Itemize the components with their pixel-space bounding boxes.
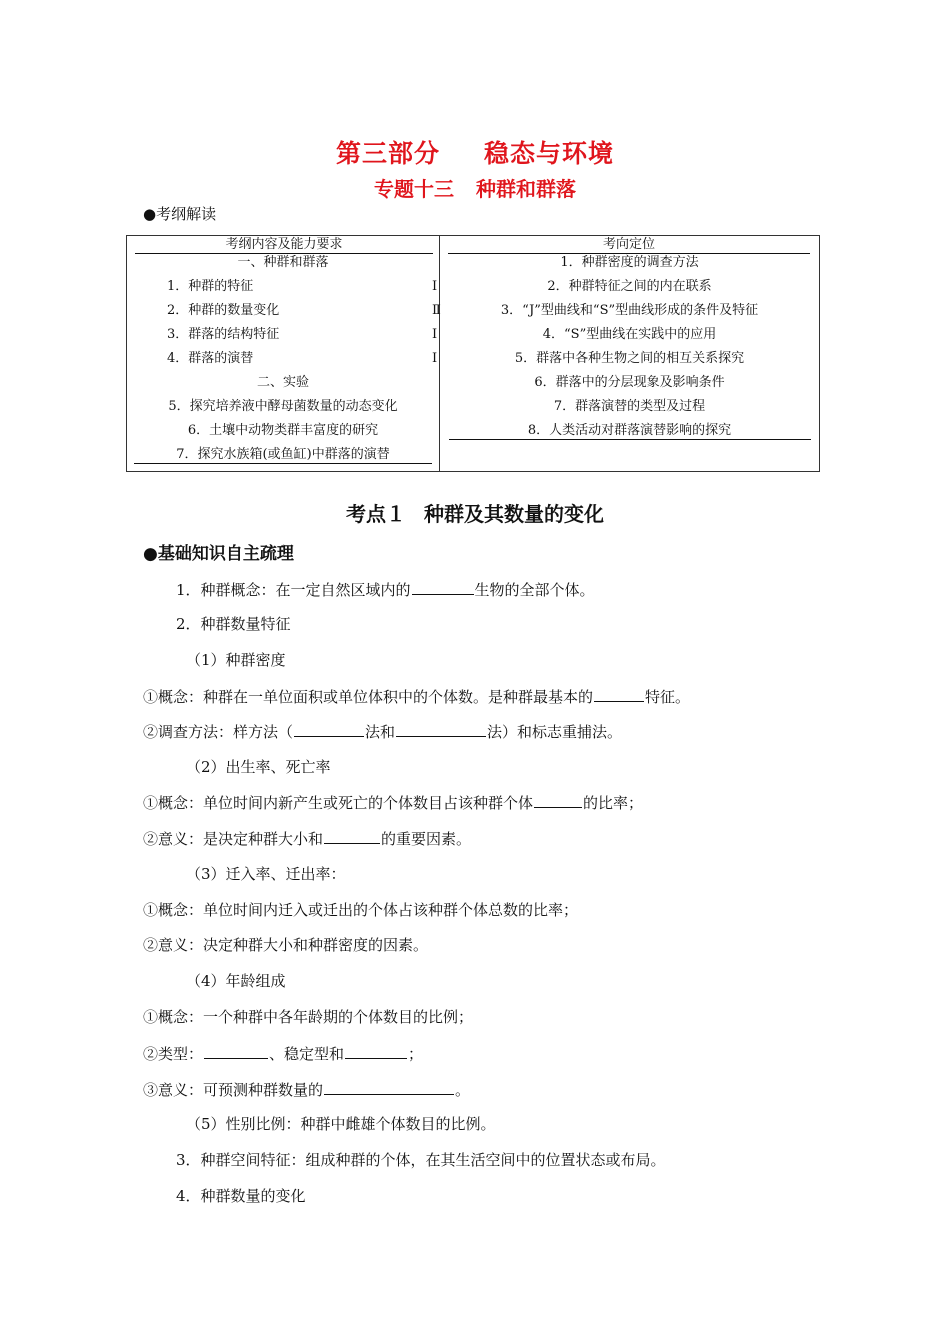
syllabus-experiment: 5．探究培养液中酵母菌数量的动态变化 — [168, 399, 398, 414]
fill-blank — [324, 1079, 454, 1095]
syllabus-section: 一、种群和群落 — [237, 255, 329, 270]
kaodian-label: 考点１ — [346, 502, 406, 526]
text-line — [143, 1079, 470, 1100]
text-line: ②意义：决定种群大小和种群密度的因素。 — [143, 936, 429, 954]
line-text: 的重要因素。 — [381, 830, 472, 848]
part-title — [0, 134, 950, 170]
syllabus-item-grade: Ⅱ — [432, 303, 441, 318]
part-name: 稳态与环境 — [484, 139, 615, 168]
syllabus-item-grade: Ⅰ — [432, 279, 438, 294]
syllabus-item-text: 2．种群的数量变化 — [167, 303, 280, 318]
text-line: 2．种群数量特征 — [176, 615, 291, 633]
text-line: （3）迁入率、迁出率： — [186, 865, 346, 883]
syllabus-item-text: 3．群落的结构特征 — [167, 327, 280, 342]
line-text: ①概念：单位时间内新产生或死亡的个体数目占该种群个体 — [143, 794, 534, 812]
line-text: 特征。 — [645, 688, 691, 706]
text-line: 3．种群空间特征：组成种群的个体，在其生活空间中的位置状态或布局。 — [176, 1151, 666, 1169]
kaodian-heading — [0, 498, 950, 527]
fill-blank — [594, 686, 644, 702]
text-line — [143, 1043, 423, 1064]
orientation-item: 2．种群特征之间的内在联系 — [547, 279, 712, 294]
orientation-item: 7．群落演替的类型及过程 — [553, 399, 706, 414]
syllabus-experiment — [127, 446, 439, 464]
text-line: 4．种群数量的变化 — [176, 1187, 306, 1205]
orientation-item: 3．“J”型曲线和“S”型曲线形成的条件及特征 — [500, 303, 759, 318]
line-text: 生物的全部个体。 — [474, 581, 595, 599]
text-line: ①概念：单位时间内迁入或迁出的个体占该种群个体总数的比率； — [143, 901, 579, 919]
line-text: ②类型： — [143, 1045, 204, 1063]
syllabus-item — [167, 302, 441, 319]
part-label: 第三部分 — [335, 139, 440, 168]
syllabus-left-column — [127, 236, 440, 471]
orientation-item: 4．“S”型曲线在实践中的应用 — [542, 327, 717, 342]
orientation-item: 5．群落中各种生物之间的相互关系探究 — [514, 351, 745, 366]
fill-blank — [345, 1043, 407, 1059]
line-text: ； — [408, 1045, 424, 1063]
syllabus-item-text: 4．群落的演替 — [167, 351, 254, 366]
text-line: ①概念：一个种群中各年龄期的个体数目的比例； — [143, 1008, 474, 1026]
text-line: （4）年龄组成 — [186, 972, 286, 990]
outline-label: ●考纲解读 — [143, 205, 217, 223]
fill-blank — [534, 792, 582, 808]
fill-blank — [412, 579, 474, 595]
line-text: 、稳定型和 — [269, 1045, 345, 1063]
text-line — [143, 686, 690, 707]
line-text: ③意义：可预测种群数量的 — [143, 1081, 324, 1099]
topic-title — [0, 173, 950, 202]
syllabus-section: 二、实验 — [256, 375, 309, 390]
text-line: （1）种群密度 — [186, 651, 286, 669]
right-column-header: 考向定位 — [448, 236, 810, 254]
syllabus-item-grade: Ⅰ — [432, 327, 438, 342]
text-line — [143, 792, 643, 813]
text-line — [143, 828, 471, 849]
topic-name: 种群和群落 — [476, 177, 576, 201]
orientation-item: 1．种群密度的调查方法 — [560, 255, 699, 270]
text-line: （2）出生率、死亡率 — [186, 758, 331, 776]
left-column-header: 考纲内容及能力要求 — [135, 236, 433, 254]
syllabus-item-text: 1．种群的特征 — [167, 279, 254, 294]
text-line — [176, 579, 595, 600]
syllabus-item — [167, 278, 438, 295]
line-text: 法和 — [365, 723, 396, 741]
syllabus-experiment: 6．土壤中动物类群丰富度的研究 — [187, 423, 379, 438]
orientation-item-text: 8．人类活动对群落演替影响的探究 — [449, 422, 811, 440]
syllabus-experiment-text: 7．探究水族箱(或鱼缸)中群落的演替 — [134, 446, 432, 464]
kaodian-name: 种群及其数量的变化 — [424, 502, 604, 526]
syllabus-right-column — [440, 236, 819, 471]
fill-blank — [396, 721, 486, 737]
line-text: 。 — [455, 1081, 471, 1099]
line-text: 的比率； — [583, 794, 644, 812]
topic-label: 专题十三 — [374, 177, 454, 201]
line-text: ②调查方法：样方法（ — [143, 723, 294, 741]
orientation-item: 6．群落中的分层现象及影响条件 — [534, 375, 725, 390]
basic-knowledge-heading: ●基础知识自主疏理 — [143, 544, 294, 564]
syllabus-item — [167, 350, 438, 367]
line-text: ①概念：种群在一单位面积或单位体积中的个体数。是种群最基本的 — [143, 688, 594, 706]
orientation-item — [440, 422, 819, 440]
line-text: ②意义：是决定种群大小和 — [143, 830, 324, 848]
syllabus-item — [167, 326, 438, 343]
syllabus-item-grade: Ⅰ — [432, 351, 438, 366]
fill-blank — [204, 1043, 268, 1059]
line-text: 1．种群概念：在一定自然区域内的 — [176, 581, 411, 599]
fill-blank — [324, 828, 380, 844]
syllabus-table — [126, 235, 820, 472]
fill-blank — [294, 721, 364, 737]
line-text: 法）和标志重捕法。 — [487, 723, 623, 741]
text-line: （5）性别比例：种群中雌雄个体数目的比例。 — [186, 1115, 496, 1133]
text-line — [143, 721, 622, 742]
